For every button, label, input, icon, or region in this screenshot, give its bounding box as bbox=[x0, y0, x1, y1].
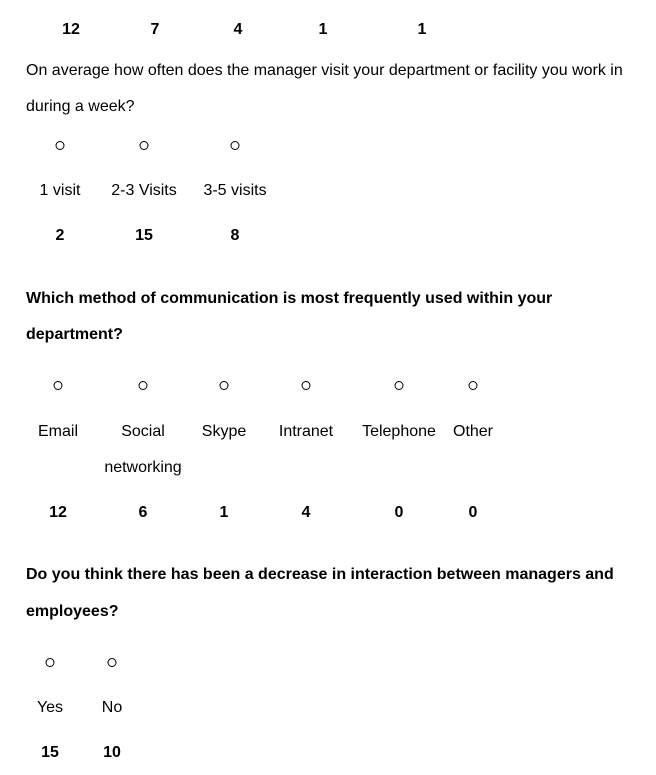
q3-option-label: Yes bbox=[36, 699, 64, 716]
q2-text-line1: Which method of communication is most frequently used within your bbox=[26, 290, 553, 307]
q2-option-label: Intranet bbox=[278, 423, 334, 440]
q1-count: 15 bbox=[135, 227, 153, 244]
q1-text-line1: On average how often does the manager visit your department or facility you work in bbox=[26, 62, 623, 79]
q2-count: 0 bbox=[394, 504, 404, 521]
q3-text-line2: employees? bbox=[26, 603, 119, 620]
q1-count: 2 bbox=[55, 227, 65, 244]
q2-radio-telephone[interactable] bbox=[395, 381, 404, 390]
q2-count: 0 bbox=[468, 504, 478, 521]
q1-option-label: 3-5 visits bbox=[203, 182, 267, 199]
q2-radio-other[interactable] bbox=[469, 381, 478, 390]
q2-radio-email[interactable] bbox=[54, 381, 63, 390]
q1-count: 8 bbox=[230, 227, 240, 244]
prev-count-3: 4 bbox=[233, 21, 243, 38]
q3-option-label: No bbox=[101, 699, 123, 716]
q3-count: 10 bbox=[103, 744, 121, 761]
q2-radio-skype[interactable] bbox=[220, 381, 229, 390]
q3-text-line1: Do you think there has been a decrease in interaction between managers and bbox=[26, 566, 614, 583]
q2-option-label: Social bbox=[121, 423, 165, 440]
q2-option-label-continued: networking bbox=[104, 459, 182, 476]
q2-option-label: Email bbox=[37, 423, 79, 440]
prev-count-2: 7 bbox=[150, 21, 160, 38]
q1-option-label: 2-3 Visits bbox=[111, 182, 177, 199]
prev-count-5: 1 bbox=[417, 21, 427, 38]
q2-option-label: Other bbox=[452, 423, 494, 440]
q1-radio-3-5-visits[interactable] bbox=[231, 141, 240, 150]
q1-radio-2-3-visits[interactable] bbox=[140, 141, 149, 150]
prev-count-4: 1 bbox=[318, 21, 328, 38]
q3-radio-no[interactable] bbox=[108, 658, 117, 667]
q2-count: 4 bbox=[301, 504, 311, 521]
q1-radio-1-visit[interactable] bbox=[56, 141, 65, 150]
prev-count-1: 12 bbox=[62, 21, 80, 38]
q2-option-label: Telephone bbox=[362, 423, 436, 440]
q2-text-line2: department? bbox=[26, 326, 123, 343]
q2-radio-intranet[interactable] bbox=[302, 381, 311, 390]
q1-option-label: 1 visit bbox=[39, 182, 81, 199]
q2-count: 1 bbox=[219, 504, 229, 521]
q2-count: 6 bbox=[138, 504, 148, 521]
q2-count: 12 bbox=[49, 504, 67, 521]
q2-option-label: Skype bbox=[201, 423, 247, 440]
q1-text-line2: during a week? bbox=[26, 98, 135, 115]
q2-radio-social-networking[interactable] bbox=[139, 381, 148, 390]
q3-radio-yes[interactable] bbox=[46, 658, 55, 667]
q3-count: 15 bbox=[41, 744, 59, 761]
